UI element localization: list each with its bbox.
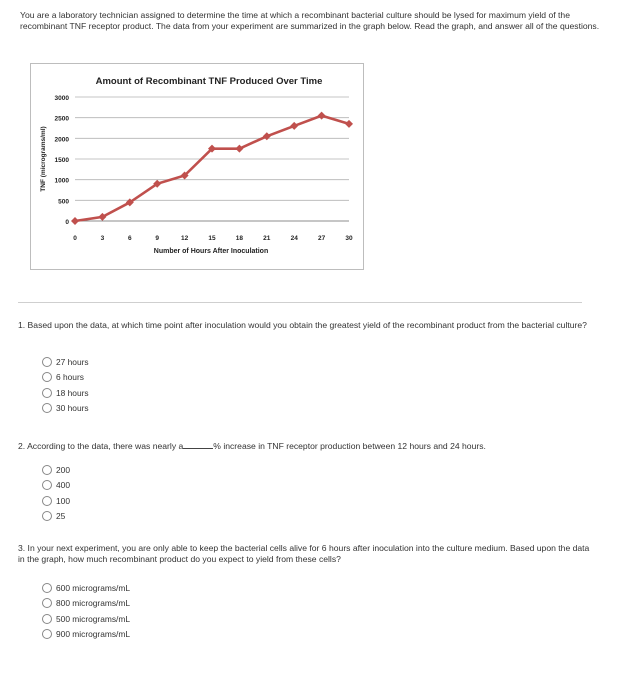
y-tick-label: 2000 bbox=[54, 136, 69, 144]
radio-button[interactable] bbox=[42, 511, 52, 521]
y-tick-label: 0 bbox=[65, 219, 69, 226]
question-2-option[interactable] bbox=[42, 509, 70, 525]
x-tick-label: 27 bbox=[317, 235, 326, 242]
radio-button[interactable] bbox=[42, 496, 52, 506]
data-point bbox=[318, 112, 326, 120]
section-divider bbox=[18, 302, 582, 303]
question-1-option[interactable] bbox=[42, 401, 89, 417]
y-tick-label: 1500 bbox=[54, 157, 69, 164]
series-line bbox=[75, 116, 349, 221]
question-2-text bbox=[18, 440, 598, 452]
question-2-option[interactable] bbox=[42, 493, 70, 509]
x-tick-label: 6 bbox=[127, 235, 132, 242]
option-label: 6 hours bbox=[56, 372, 84, 383]
radio-button[interactable] bbox=[42, 598, 52, 608]
question-2-text-before: 2. According to the data, there was nearly a bbox=[18, 441, 184, 451]
question-2-options bbox=[42, 462, 70, 524]
radio-button[interactable] bbox=[42, 614, 52, 624]
radio-button[interactable] bbox=[42, 480, 52, 490]
data-point bbox=[290, 122, 298, 130]
chart-title: Amount of Recombinant TNF Produced Over Time bbox=[95, 76, 323, 87]
data-point bbox=[345, 120, 353, 128]
question-1-options bbox=[42, 354, 89, 416]
chart-svg bbox=[31, 64, 363, 269]
y-tick-label: 2500 bbox=[54, 115, 69, 123]
intro-paragraph: You are a laboratory technician assigned to determine the time at which a recombinant bacterial culture should be lysed for maximum yield of the recombinant TNF receptor product. The data from your experiment are summarized in the graph below. Read the graph, and answer all of the questions. bbox=[20, 10, 600, 31]
tnf-chart bbox=[30, 63, 364, 270]
option-label: 30 hours bbox=[56, 403, 89, 414]
option-label: 900 micrograms/mL bbox=[56, 629, 131, 640]
y-tick-label: 500 bbox=[58, 198, 69, 206]
option-label: 27 hours bbox=[56, 356, 89, 367]
x-tick-label: 21 bbox=[263, 235, 271, 242]
answer-blank bbox=[183, 440, 213, 449]
option-label: 400 bbox=[56, 480, 70, 491]
x-tick-label: 24 bbox=[290, 235, 298, 242]
option-label: 200 bbox=[56, 464, 70, 475]
radio-button[interactable] bbox=[42, 403, 52, 413]
question-1-option[interactable] bbox=[42, 354, 89, 370]
x-tick-label: 3 bbox=[100, 235, 105, 242]
radio-button[interactable] bbox=[42, 372, 52, 382]
question-1-option[interactable] bbox=[42, 385, 89, 401]
x-tick-label: 12 bbox=[180, 235, 189, 242]
radio-button[interactable] bbox=[42, 357, 52, 367]
option-label: 600 micrograms/mL bbox=[56, 582, 131, 593]
radio-button[interactable] bbox=[42, 465, 52, 475]
question-1-text: 1. Based upon the data, at which time point after inoculation would you obtain the greatest yield of the recombinant product from the bacterial culture? bbox=[18, 320, 587, 330]
x-tick-label: 30 bbox=[345, 235, 353, 242]
data-point bbox=[263, 132, 271, 140]
y-tick-label: 1000 bbox=[54, 177, 69, 185]
question-3-text: 3. In your next experiment, you are only able to keep the bacterial cells alive for 6 hours after inoculation into the culture medium. Based upon the data in the graph, how much recombinant product do you expect to yield from these cells? bbox=[18, 543, 590, 564]
question-2-option[interactable] bbox=[42, 462, 70, 478]
x-tick-label: 0 bbox=[73, 235, 77, 242]
question-3-option[interactable] bbox=[42, 580, 130, 596]
radio-button[interactable] bbox=[42, 583, 52, 593]
option-label: 100 bbox=[56, 495, 70, 506]
option-label: 800 micrograms/mL bbox=[56, 598, 131, 609]
x-tick-label: 15 bbox=[208, 235, 216, 242]
question-3-options bbox=[42, 580, 130, 642]
x-tick-label: 9 bbox=[155, 235, 160, 242]
question-2-option[interactable] bbox=[42, 478, 70, 494]
x-axis-label: Number of Hours After Inoculation bbox=[153, 248, 269, 255]
option-label: 25 bbox=[56, 511, 66, 522]
y-tick-label: 3000 bbox=[54, 95, 69, 102]
question-3-option[interactable] bbox=[42, 596, 130, 612]
radio-button[interactable] bbox=[42, 388, 52, 398]
radio-button[interactable] bbox=[42, 629, 52, 639]
x-tick-label: 18 bbox=[235, 235, 244, 242]
question-3-option[interactable] bbox=[42, 611, 130, 627]
data-point bbox=[235, 145, 243, 153]
data-point bbox=[71, 217, 79, 225]
option-label: 18 hours bbox=[56, 387, 89, 398]
question-3-option[interactable] bbox=[42, 627, 130, 643]
option-label: 500 micrograms/mL bbox=[56, 613, 131, 624]
y-axis-label: TNF (micrograms/ml) bbox=[40, 126, 47, 192]
question-1-option[interactable] bbox=[42, 370, 89, 386]
question-2-text-after: % increase in TNF receptor production between 12 hours and 24 hours. bbox=[213, 441, 486, 451]
